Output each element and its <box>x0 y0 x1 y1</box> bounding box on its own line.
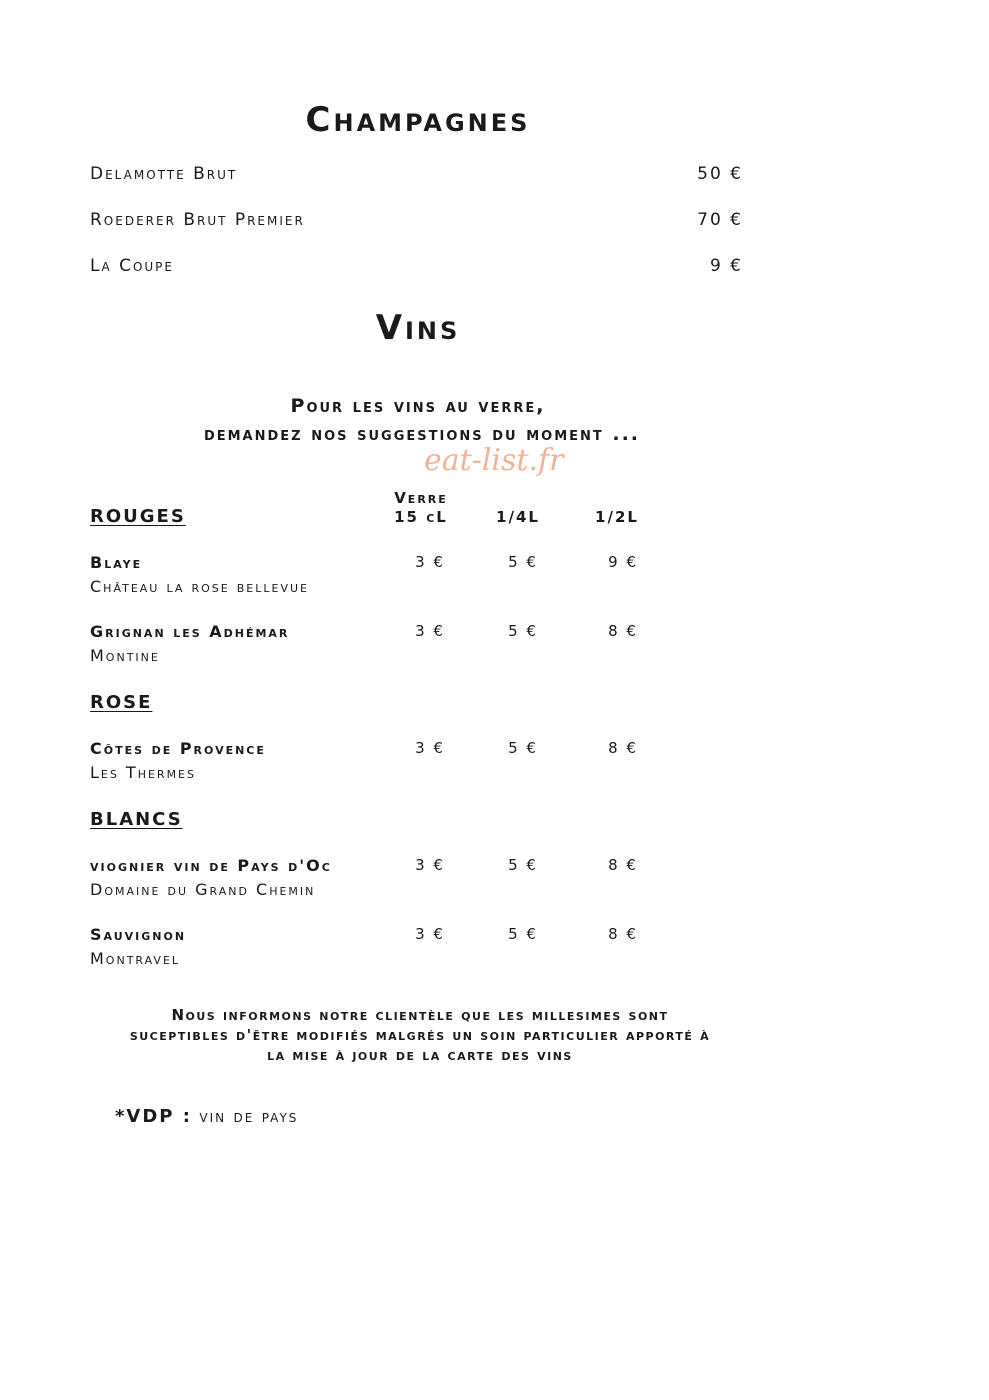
wine-price-demi: 8 € <box>608 739 638 757</box>
wine-price-demi: 9 € <box>608 553 638 571</box>
champagne-item-name: Delamotte Brut <box>90 164 238 184</box>
wine-price-quart: 5 € <box>508 925 538 943</box>
vins-intro-line2: demandez nos suggestions du moment ... <box>203 423 641 445</box>
section-heading-blancs: BLANCS <box>90 809 183 830</box>
wine-price-quart: 5 € <box>508 622 538 640</box>
wine-price-demi: 8 € <box>608 856 638 874</box>
champagne-item-price: 9 € <box>709 256 743 276</box>
wine-price-verre: 3 € <box>415 553 445 571</box>
champagnes-title: Champagnes <box>305 100 531 140</box>
wine-name: Sauvignon <box>90 925 187 944</box>
wine-price-verre: 3 € <box>415 739 445 757</box>
wine-name: viognier vin de Pays d'Oc <box>90 856 332 875</box>
notice-line: la mise à jour de la carte des vins <box>267 1046 573 1064</box>
vdp-abbr: *VDP : <box>115 1106 192 1127</box>
wine-price-quart: 5 € <box>508 553 538 571</box>
wine-name: Côtes de Provence <box>90 739 266 758</box>
vins-intro-line1: Pour les vins au verre, <box>290 395 546 417</box>
vdp-footnote <box>115 1106 298 1127</box>
col-quart-label: 1/4L <box>496 508 540 526</box>
notice-line: Nous informons notre clientèle que les millesimes sont <box>171 1006 669 1024</box>
wine-price-demi: 8 € <box>608 925 638 943</box>
wine-subtitle: Domaine du Grand Chemin <box>90 880 316 899</box>
wine-subtitle: Les Thermes <box>90 763 196 782</box>
wine-subtitle: Montine <box>90 646 160 665</box>
col-demi-label: 1/2L <box>595 508 639 526</box>
wine-price-demi: 8 € <box>608 622 638 640</box>
champagne-item-price: 70 € <box>697 210 743 230</box>
champagne-item-name: Roederer Brut Premier <box>90 210 305 230</box>
section-heading-rose: ROSE <box>90 692 153 713</box>
notice-line: suceptibles d'être modifiés malgrés un soin particulier apporté à <box>129 1026 711 1044</box>
wine-price-verre: 3 € <box>415 622 445 640</box>
wine-name: Blaye <box>90 553 143 572</box>
vins-title: Vins <box>375 308 461 348</box>
wine-subtitle: Montravel <box>90 949 181 968</box>
wine-price-quart: 5 € <box>508 856 538 874</box>
vdp-text: vin de pays <box>199 1107 299 1127</box>
wine-subtitle: Château la rose bellevue <box>90 577 309 596</box>
vintage-notice <box>0 1005 840 1065</box>
wine-price-verre: 3 € <box>415 925 445 943</box>
section-heading-rouges: ROUGES <box>90 506 186 527</box>
champagne-item-name: La Coupe <box>90 256 175 276</box>
wine-price-quart: 5 € <box>508 739 538 757</box>
watermark: eat-list.fr <box>424 443 564 478</box>
col-verre-label: Verre <box>394 489 448 507</box>
col-verre-volume: 15 cL <box>394 508 448 526</box>
wine-price-verre: 3 € <box>415 856 445 874</box>
wine-name: Grignan les Adhémar <box>90 622 290 641</box>
champagne-item-price: 50 € <box>697 164 743 184</box>
